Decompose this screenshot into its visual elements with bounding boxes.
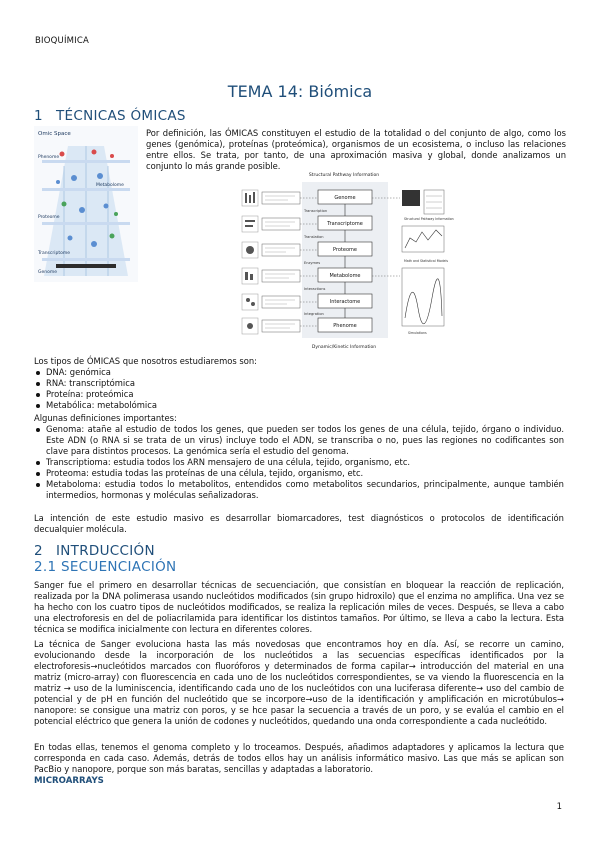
omic-space-label: Omic Space [38, 131, 71, 137]
list-item: Genoma: atañe al estudio de todos los genes, que pueden ser todos los genes de una célula, tejido, órgano o individuo. Este ADN (o RNA si se trata de un virus) incluye todo el ADN, se transcriba o no, pues las regiones no codificantes son clave para distintos procesos. La genómica sería el estudio del genoma. [34, 424, 564, 457]
intro-paragraph: Por definición, las ÓMICAS constituyen el estudio de la totalidad o del conjunto de algo, como los genes (genómica), proteínas (proteómica), organismos de un ecosistema, o incluso las relaciones entre ellos. Se trata, por tanto, de una aproximación masiva y global, donde analizamos un conjunto lo más grande posible. [146, 128, 566, 171]
intent-paragraph: La intención de este estudio masivo es desarrollar biomarcadores, test diagnósticos o protocolos de identificación decualquier molécula. [34, 513, 564, 534]
page-number: 1 [556, 802, 562, 812]
section-2-title: INTRDUCCIÓN [56, 543, 155, 559]
summary-paragraph: En todas ellas, tenemos el genoma completo y lo troceamos. Después, añadimos adaptadores y aplicamos la lectura que corresponda en cada caso. Además, detrás de todos ellos hay un análisis informático masivo. Las que más se aplican son PacBio y nanopore, porque son más baratas, sencillas y adaptadas a laboratorio. [34, 742, 564, 774]
list-item: Transcriptioma: estudia todos los ARN mensajero de una célula, tejido, organismo, etc. [34, 457, 564, 468]
definitions-list [34, 424, 564, 501]
box-proteome: Proteome [333, 247, 357, 253]
diagram-bottom-label: Dynamic/Kinetic Information [311, 345, 377, 350]
box-interactome: Interactome [329, 299, 361, 305]
running-header: BIOQUÍMICA [35, 36, 90, 46]
section-2-heading [34, 543, 155, 559]
box-metabolome: Metabolome [329, 273, 361, 279]
box-phenome: Phenome [333, 323, 357, 329]
right-simulations-label: Simulations [408, 331, 427, 335]
genome-label: Genome [38, 270, 58, 275]
types-intro: Los tipos de ÓMICAS que nosotros estudiaremos son: [34, 356, 257, 366]
arrow-translation: Translation [304, 235, 324, 239]
list-item: Proteína: proteómica [34, 389, 564, 400]
list-item: DNA: genómica [34, 367, 564, 378]
section-1-heading [34, 108, 186, 124]
sanger-paragraph: Sanger fue el primero en desarrollar técnicas de secuenciación, que consistían en bloquear la reacción de replicación, realizada por la DNA polimerasa usando nucleótidos modificados (sin grupo hidroxilo) que el enzima no amplifica. Una vez se ha hecho con los cuatro tipos de nucleótidos modificados, se realiza la replicación miles de veces. Después, se lleva a cabo una electroforesis en del de poliacrilamida para identificar los distintos tamaños. Por último, se lleva a cabo la lectura. Esta técnica se modifica inicialmente con lectura en diferentes colores. [34, 580, 564, 634]
box-genome: Genome [334, 195, 356, 201]
section-1-number: 1 [34, 108, 43, 124]
definitions-intro: Algunas definiciones importantes: [34, 413, 177, 423]
section-1-title: TÉCNICAS ÓMICAS [56, 108, 186, 124]
omics-flow-diagram [240, 168, 454, 354]
transcriptome-label: Transcriptome [38, 251, 70, 256]
box-transcriptome: Transcriptome [327, 221, 363, 227]
section-2-1-heading: 2.1 SECUENCIACIÓN [34, 559, 177, 575]
list-item: Metaboloma: estudia todos lo metabolitos, entendidos como metabolitos secundarios, principalmente, aunque también intermedios, hormonas y moléculas señalizadoras. [34, 479, 564, 501]
diagram-top-label: Structural Pathway Information [308, 173, 380, 178]
arrow-integration: Integration [304, 312, 324, 316]
page-title: TEMA 14: Biómica [227, 82, 373, 101]
right-structural-label: Structural Pathway Information [404, 217, 454, 221]
list-item: Metabólica: metabolómica [34, 400, 564, 411]
list-item: RNA: transcriptómica [34, 378, 564, 389]
section-2-number: 2 [34, 543, 43, 559]
metabolome-label: Metabolome [96, 183, 124, 188]
arrow-transcription: Transcription [304, 209, 328, 213]
arrow-enzymes: Enzymes [304, 261, 321, 265]
arrow-interactions: Interactions [304, 287, 326, 291]
microarrays-heading: MICROARRAYS [34, 776, 104, 786]
phenome-label: Phenome [38, 155, 60, 160]
types-list [34, 367, 564, 411]
list-item: Proteoma: estudia todas las proteínas de una célula, tejido, organismo, etc. [34, 468, 564, 479]
proteome-label: Proteome [38, 215, 60, 220]
omic-space-figure [34, 126, 138, 282]
evolution-paragraph: La técnica de Sanger evoluciona hasta las más novedosas que encontramos hoy en día. Así, se recorre un camino, evolucionando desde la incorporación de los nucleótidos a las secuencias específicas identificados por la electroforesis→nucleótidos marcados con fluoróforos y determinados de forma capilar→ introducción del material en una matriz (micro-array) con fluorescencia en cada uno de los nucleótidos correspondientes, se va viendo la fluorescencia en la matriz → uso de la luminiscencia, identificando cada uno de los nucleótidos con una luciferasa diferente→ uso del cambio de potencial y de pH en función del nucleótido que se incorpore→uso de la identificación y amplificación en microtúbulos→ nanopore: se consigue una matriz con poros, y se hce pasar la secuencia a través de un poro, y se evalúa el cambio en el potencial eléctrico que genera la unión de codones y nucleótidos, quedando una onda correspondiente a cada nucleótido. [34, 639, 564, 726]
right-models-label: Math and Statistical Models [404, 259, 448, 263]
